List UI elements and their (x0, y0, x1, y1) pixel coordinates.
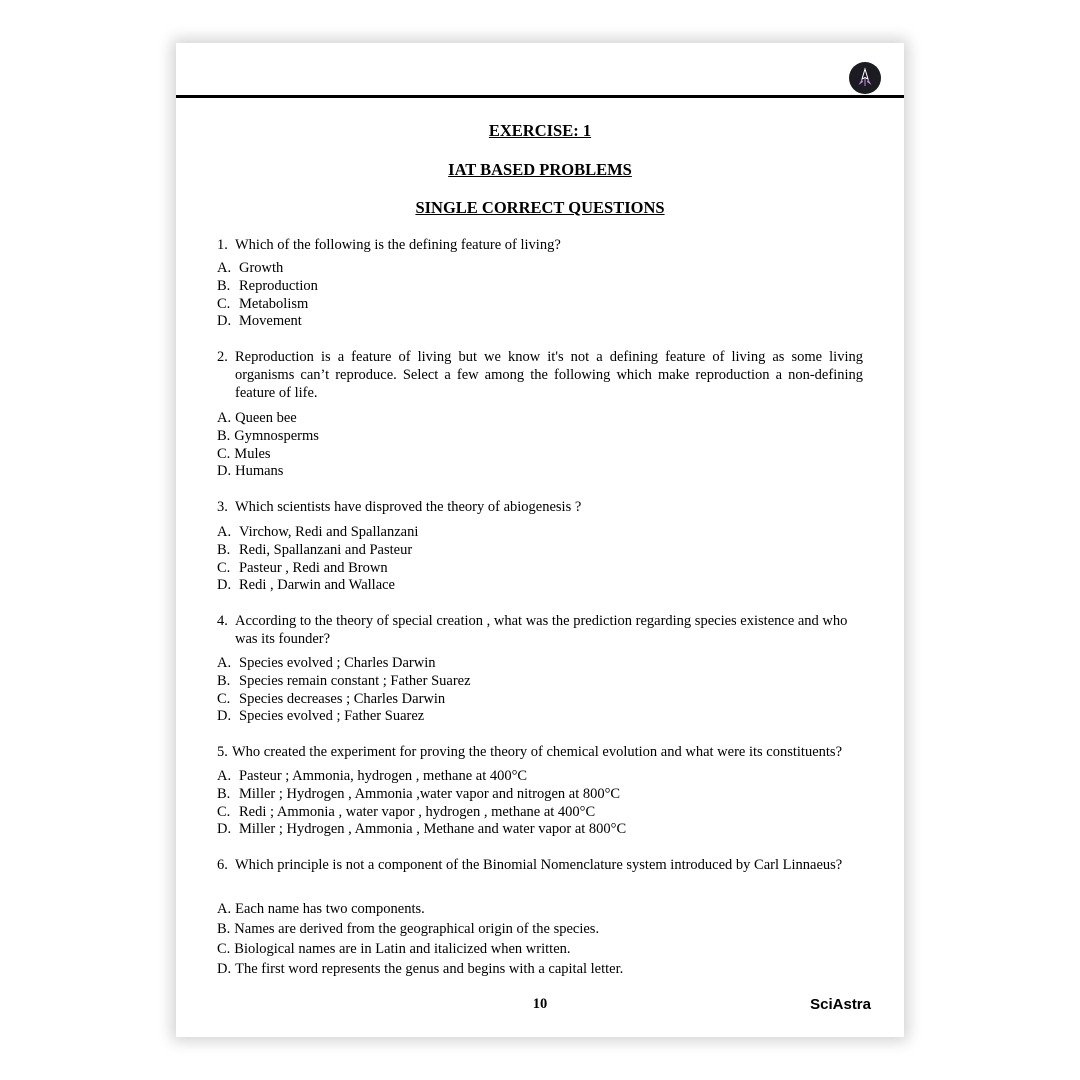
option (217, 804, 863, 822)
question-4-options (217, 655, 863, 726)
option (217, 524, 863, 542)
option (217, 768, 863, 786)
option-letter: C. (217, 941, 231, 957)
question-text: Who created the experiment for proving the theory of chemical evolution and what were its constituents? (232, 744, 842, 760)
option-text: Movement (239, 313, 302, 330)
option (217, 463, 863, 481)
option-letter: A. (217, 524, 232, 540)
option-text: Miller ; Hydrogen , Ammonia ,water vapor and nitrogen at 800°C (239, 785, 621, 802)
option-text: Species evolved ; Father Suarez (239, 708, 425, 725)
question-1 (217, 236, 863, 254)
option-text: Each name has two components. (235, 901, 425, 917)
question-5-options (217, 768, 863, 839)
option (217, 428, 863, 446)
option-letter: B. (217, 541, 231, 558)
option-text: Reproduction (239, 277, 318, 294)
section-title: IAT BASED PROBLEMS (448, 160, 632, 179)
question-number: 2. (217, 349, 228, 365)
brand-name: SciAstra (810, 996, 871, 1013)
option (217, 542, 863, 560)
option-text: Redi ; Ammonia , water vapor , hydrogen , methane at 400°C (239, 803, 596, 820)
document-page (176, 43, 904, 1037)
option (217, 691, 863, 709)
option (217, 296, 863, 314)
option (217, 919, 863, 939)
option (217, 560, 863, 578)
question-number: 3. (217, 499, 228, 515)
option-text: Growth (239, 260, 284, 276)
option-letter: C. (217, 559, 231, 576)
question-5 (217, 743, 863, 761)
option-letter: B. (217, 785, 231, 802)
option (217, 577, 863, 595)
question-6-options (217, 899, 863, 979)
option-text: Species evolved ; Charles Darwin (239, 655, 436, 671)
option-letter: C. (217, 803, 231, 820)
page-number: 10 (532, 996, 548, 1012)
question-text: Which principle is not a component of the Binomial Nomenclature system introduced by Carl Linnaeus? (235, 857, 843, 873)
question-6 (217, 856, 863, 874)
option (217, 260, 863, 278)
option-letter: A. (217, 410, 232, 426)
option-text: The first word represents the genus and begins with a capital letter. (235, 961, 624, 977)
option-letter: C. (217, 445, 231, 462)
option-letter: C. (217, 690, 231, 707)
option-text: Gymnosperms (234, 427, 319, 444)
option-text: Species decreases ; Charles Darwin (239, 690, 446, 707)
option (217, 655, 863, 673)
option-text: Miller ; Hydrogen , Ammonia , Methane and water vapor at 800°C (239, 821, 627, 838)
option (217, 899, 863, 919)
question-3 (217, 498, 863, 516)
option-text: Species remain constant ; Father Suarez (239, 672, 471, 689)
question-text: Which scientists have disproved the theory of abiogenesis ? (235, 499, 582, 515)
question-1-options (217, 260, 863, 331)
question-2 (217, 348, 863, 402)
question-2-options (217, 410, 863, 481)
option-letter: C. (217, 295, 231, 312)
option-text: Virchow, Redi and Spallanzani (239, 524, 419, 540)
question-text: Which of the following is the defining feature of living? (235, 237, 561, 253)
option-letter: A. (217, 655, 232, 671)
option-letter: A. (217, 901, 232, 917)
option-letter: D. (217, 708, 232, 725)
question-4 (217, 612, 863, 648)
option-text: Queen bee (235, 410, 297, 426)
option-letter: D. (217, 463, 232, 480)
option-letter: B. (217, 672, 231, 689)
question-number: 1. (217, 237, 228, 253)
option-letter: A. (217, 260, 232, 276)
option (217, 673, 863, 691)
option (217, 313, 863, 331)
question-text: Reproduction is a feature of living but we know it's not a defining feature of living as some living organisms can’t reproduce. Select a few among the following which make reproduction a non-defining feature of life. (235, 349, 863, 401)
option (217, 821, 863, 839)
option-letter: D. (217, 961, 232, 977)
option-text: Mules (234, 445, 271, 462)
exercise-title: EXERCISE: 1 (488, 121, 592, 140)
option (217, 959, 863, 979)
option-letter: B. (217, 277, 231, 294)
option-letter: A. (217, 768, 232, 784)
question-text: According to the theory of special creation , what was the prediction regarding species existence and who was its founder? (235, 613, 848, 647)
option-letter: D. (217, 313, 232, 330)
option-letter: D. (217, 577, 232, 594)
option-letter: B. (217, 427, 231, 444)
option (217, 446, 863, 464)
option-text: Redi , Darwin and Wallace (239, 577, 395, 594)
header-rule (176, 95, 904, 98)
option (217, 939, 863, 959)
option-text: Pasteur ; Ammonia, hydrogen , methane at 400°C (239, 768, 528, 784)
question-number: 4. (217, 613, 228, 629)
option (217, 410, 863, 428)
option-text: Humans (235, 463, 284, 480)
option-text: Biological names are in Latin and italicized when written. (234, 941, 571, 957)
option-letter: B. (217, 921, 231, 937)
option-text: Names are derived from the geographical origin of the species. (234, 921, 600, 937)
question-number: 5. (217, 744, 228, 760)
option-text: Metabolism (239, 295, 309, 312)
option (217, 786, 863, 804)
option-text: Pasteur , Redi and Brown (239, 559, 388, 576)
question-number: 6. (217, 857, 228, 873)
option (217, 278, 863, 296)
rocket-logo-icon (849, 62, 881, 94)
option-text: Redi, Spallanzani and Pasteur (239, 541, 413, 558)
subsection-title: SINGLE CORRECT QUESTIONS (415, 198, 665, 217)
option (217, 708, 863, 726)
option-letter: D. (217, 821, 232, 838)
question-3-options (217, 524, 863, 595)
